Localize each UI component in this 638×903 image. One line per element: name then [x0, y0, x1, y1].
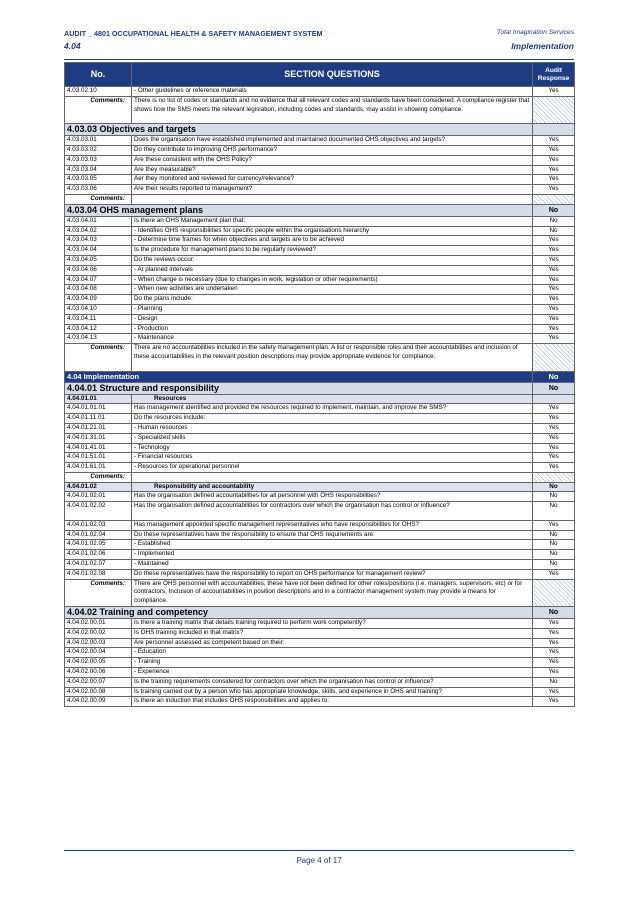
audit-table-body	[65, 87, 575, 707]
question-row	[65, 246, 575, 256]
audit-response: Yes	[533, 619, 575, 629]
question-row	[65, 569, 575, 579]
audit-response: Yes	[533, 443, 575, 453]
question-text: Responsibility and accountability	[132, 482, 533, 492]
question-text: - Human resources	[132, 423, 533, 433]
comments-row	[65, 472, 575, 482]
question-text: Aer they monitored and reviewed for currency/relevance?	[132, 175, 533, 185]
question-row	[65, 414, 575, 424]
section-heading-row	[65, 124, 575, 136]
audit-response: Yes	[533, 433, 575, 443]
question-text: - Implemented	[132, 550, 533, 560]
audit-response: Yes	[533, 175, 575, 185]
question-row	[65, 265, 575, 275]
question-text: - Design	[132, 314, 533, 324]
question-number: 4.04.02.00.03	[65, 638, 132, 648]
question-text: Is there an OHS Management plan that:	[132, 216, 533, 226]
section-heading-row	[65, 607, 575, 619]
block-heading-row	[65, 371, 575, 382]
audit-response	[533, 394, 575, 404]
question-row	[65, 648, 575, 658]
question-number: 4.04.01.02.04	[65, 530, 132, 540]
audit-response: No	[533, 550, 575, 560]
question-text: Do the resources include:	[132, 414, 533, 424]
section-response: No	[533, 382, 575, 394]
audit-response: No	[533, 482, 575, 492]
question-text: Do the plans include:	[132, 295, 533, 305]
audit-response: No	[533, 226, 575, 236]
question-row	[65, 668, 575, 678]
audit-response: No	[533, 530, 575, 540]
question-text: Are these consistent with the OHS Policy?	[132, 155, 533, 165]
question-text: - When change is necessary (due to changes in work, legislation or other requirements)	[132, 275, 533, 285]
question-text: - Education	[132, 648, 533, 658]
audit-response: Yes	[533, 687, 575, 697]
question-text: Has management identified and provided the resources required to implement, maintain, and improve the SMS?	[132, 404, 533, 414]
question-row	[65, 226, 575, 236]
question-row	[65, 304, 575, 314]
comments-text: There is no list of codes or standards and no evidence that all relevant codes and standards have been considered. A compliance register that shows how the SMS meets the relevant legislation, including codes and standards, may assist in showing compliance.	[132, 96, 533, 123]
question-number: 4.03.04.04	[65, 246, 132, 256]
audit-response: No	[533, 216, 575, 226]
question-text: Resources	[132, 394, 533, 404]
question-row	[65, 87, 575, 97]
audit-response: Yes	[533, 628, 575, 638]
section-heading-row	[65, 382, 575, 394]
audit-response: Yes	[533, 414, 575, 424]
question-text: Has the organisation defined accountabilities for contractors over which the organisation has control or influence?	[132, 502, 533, 521]
question-number: 4.03.04.13	[65, 334, 132, 344]
question-text: Has the organisation defined accountabilities for all personnel with OHS responsibilities?	[132, 492, 533, 502]
section-response: No	[533, 371, 575, 382]
audit-response: Yes	[533, 136, 575, 146]
section-response: No	[533, 204, 575, 216]
question-row	[65, 502, 575, 521]
question-number: 4.03.04.02	[65, 226, 132, 236]
question-number: 4.03.04.12	[65, 324, 132, 334]
question-number: 4.03.02.10	[65, 87, 132, 97]
question-row	[65, 155, 575, 165]
question-text: Are personnel assessed as competent based on their:	[132, 638, 533, 648]
question-text: Do they contribute to improving OHS performance?	[132, 145, 533, 155]
question-number: 4.04.02.00.09	[65, 697, 132, 707]
audit-table	[64, 62, 575, 707]
comments-row	[65, 344, 575, 371]
column-header-audit-response: Audit Response	[533, 63, 575, 87]
comments-label: Comments:	[65, 96, 132, 123]
question-number: 4.03.03.03	[65, 155, 132, 165]
audit-response: No	[533, 502, 575, 521]
question-number: 4.04.02.00.04	[65, 648, 132, 658]
question-text: - Other guidelines or reference materials	[132, 87, 533, 97]
question-number: 4.03.04.06	[65, 265, 132, 275]
question-text: - Production	[132, 324, 533, 334]
question-row	[65, 443, 575, 453]
response-hatched-cell	[533, 472, 575, 482]
block-heading: 4.04 Implementation	[65, 371, 533, 382]
section-heading: 4.03.04 OHS management plans	[65, 204, 533, 216]
question-number: 4.04.01.02	[65, 482, 132, 492]
question-number: 4.03.04.11	[65, 314, 132, 324]
question-row	[65, 275, 575, 285]
question-number: 4.03.03.02	[65, 145, 132, 155]
question-text: Is training carried out by a person who has appropriate knowledge, skills, and experience in OHS and training?	[132, 687, 533, 697]
audit-response: Yes	[533, 423, 575, 433]
question-text: - Specialized skills	[132, 433, 533, 443]
question-number: 4.03.04.05	[65, 255, 132, 265]
question-text: - When new activities are undertaken	[132, 285, 533, 295]
audit-response: Yes	[533, 314, 575, 324]
audit-response: Yes	[533, 324, 575, 334]
question-row	[65, 404, 575, 414]
question-row	[65, 463, 575, 473]
comments-text	[132, 194, 533, 204]
question-number: 4.04.01.11.01	[65, 414, 132, 424]
subsection-row	[65, 482, 575, 492]
question-row	[65, 334, 575, 344]
question-row	[65, 136, 575, 146]
question-row	[65, 520, 575, 530]
question-number: 4.03.04.03	[65, 236, 132, 246]
audit-response: Yes	[533, 295, 575, 305]
question-row	[65, 216, 575, 226]
question-number: 4.04.01.51.01	[65, 453, 132, 463]
comments-text	[132, 472, 533, 482]
audit-response: Yes	[533, 275, 575, 285]
question-number: 4.04.01.02.05	[65, 540, 132, 550]
question-number: 4.04.01.02.02	[65, 502, 132, 521]
question-row	[65, 530, 575, 540]
question-number: 4.04.01.02.06	[65, 550, 132, 560]
question-number: 4.03.03.04	[65, 165, 132, 175]
document-title: AUDIT _ 4801 OCCUPATIONAL HEALTH & SAFETY MANAGEMENT SYSTEM	[64, 29, 323, 38]
question-row	[65, 423, 575, 433]
question-row	[65, 560, 575, 570]
question-text: - Training	[132, 658, 533, 668]
question-text: - Financial resources	[132, 453, 533, 463]
question-number: 4.03.04.10	[65, 304, 132, 314]
response-hatched-cell	[533, 579, 575, 606]
question-row	[65, 550, 575, 560]
subsection-row	[65, 394, 575, 404]
section-heading: 4.04.02 Training and competency	[65, 607, 533, 619]
question-row	[65, 687, 575, 697]
question-number: 4.04.02.00.06	[65, 668, 132, 678]
audit-response: Yes	[533, 285, 575, 295]
audit-response: Yes	[533, 658, 575, 668]
audit-response: Yes	[533, 668, 575, 678]
question-text: Are they measurable?	[132, 165, 533, 175]
question-row	[65, 433, 575, 443]
question-row	[65, 236, 575, 246]
question-number: 4.03.03.01	[65, 136, 132, 146]
question-row	[65, 145, 575, 155]
column-header-no: No.	[65, 63, 132, 87]
comments-row	[65, 96, 575, 123]
comments-text: There are OHS personnel with accountabilities, these have not been defined for other roles/positions (i.e. managers, supervisors, etc) or for contractors. Inclusion of accountabilities in position descriptions and in a contractor management system may provide a means for compliance.	[132, 579, 533, 606]
question-text: Do the reviews occur:	[132, 255, 533, 265]
question-number: 4.04.01.41.01	[65, 443, 132, 453]
question-text: Do these representatives have the responsibility to ensure that OHS requirements are:	[132, 530, 533, 540]
audit-response: Yes	[533, 155, 575, 165]
question-number: 4.04.02.00.02	[65, 628, 132, 638]
audit-response: Yes	[533, 520, 575, 530]
section-heading: 4.04.01 Structure and responsibility	[65, 382, 533, 394]
question-number: 4.04.01.02.03	[65, 520, 132, 530]
question-text: Does the organisation have established implemented and maintained documented OHS objectives and targets?	[132, 136, 533, 146]
audit-response: Yes	[533, 236, 575, 246]
question-text: - Identifies OHS responsibilities for specific people within the organisations hierarchy	[132, 226, 533, 236]
question-text: Has management appointed specific management representatives who have responsibilities for OHS?	[132, 520, 533, 530]
audit-response: No	[533, 677, 575, 687]
question-row	[65, 285, 575, 295]
footer-divider	[64, 850, 574, 851]
question-number: 4.03.04.07	[65, 275, 132, 285]
question-text: - Technology	[132, 443, 533, 453]
question-number: 4.03.04.01	[65, 216, 132, 226]
question-text: Are their results reported to management?	[132, 185, 533, 195]
question-number: 4.04.01.02.01	[65, 492, 132, 502]
question-text: Is OHS training included in that matrix?	[132, 628, 533, 638]
question-row	[65, 540, 575, 550]
question-number: 4.04.02.00.07	[65, 677, 132, 687]
response-hatched-cell	[533, 194, 575, 204]
question-number: 4.04.01.61.01	[65, 463, 132, 473]
question-number: 4.03.04.09	[65, 295, 132, 305]
question-row	[65, 175, 575, 185]
comments-text: There are no accountabilities included in the safety management plan. A list or responsible roles and their accountabilities and inclusion of these accountabilities in the relevant position descriptions may provide appropriate evidence for compliance.	[132, 344, 533, 371]
comments-label: Comments:	[65, 579, 132, 606]
audit-response: Yes	[533, 304, 575, 314]
audit-response: Yes	[533, 165, 575, 175]
question-text: - Planning	[132, 304, 533, 314]
question-text: - Experience	[132, 668, 533, 678]
question-text: Do these representatives have the responsibility to report on OHS performance for management review?	[132, 569, 533, 579]
audit-response: Yes	[533, 334, 575, 344]
question-row	[65, 697, 575, 707]
company-name: Total Imagination Services	[496, 29, 574, 36]
question-row	[65, 295, 575, 305]
question-text: - Determine time frames for when objectives and targets are to be achieved	[132, 236, 533, 246]
column-header-section-questions: SECTION QUESTIONS	[132, 63, 533, 87]
question-text: - Maintenance	[132, 334, 533, 344]
audit-response: Yes	[533, 145, 575, 155]
question-text: Is there a training matrix that details training required to perform work competently?	[132, 619, 533, 629]
section-response: No	[533, 607, 575, 619]
question-number: 4.04.02.00.08	[65, 687, 132, 697]
comments-label: Comments:	[65, 344, 132, 371]
section-title: Implementation	[511, 41, 574, 51]
question-number: 4.04.01.21.01	[65, 423, 132, 433]
question-text: - At planned intervals	[132, 265, 533, 275]
question-row	[65, 185, 575, 195]
audit-response: No	[533, 540, 575, 550]
page-header	[64, 29, 574, 60]
comments-label: Comments:	[65, 194, 132, 204]
comments-label: Comments:	[65, 472, 132, 482]
question-text: Is there an induction that includes OHS responsibilities and applies to:	[132, 697, 533, 707]
audit-response: Yes	[533, 185, 575, 195]
audit-response: Yes	[533, 87, 575, 97]
audit-response: Yes	[533, 569, 575, 579]
question-number: 4.03.04.08	[65, 285, 132, 295]
question-text: Is the training requirements considered for contractors over which the organisation has control or influence?	[132, 677, 533, 687]
audit-response: Yes	[533, 697, 575, 707]
question-number: 4.03.03.06	[65, 185, 132, 195]
question-row	[65, 658, 575, 668]
audit-response: Yes	[533, 648, 575, 658]
question-row	[65, 638, 575, 648]
audit-response: Yes	[533, 638, 575, 648]
question-number: 4.04.02.00.01	[65, 619, 132, 629]
section-heading-row	[65, 204, 575, 216]
page-number: Page 4 of 17	[296, 856, 342, 865]
comments-row	[65, 194, 575, 204]
audit-response: Yes	[533, 246, 575, 256]
question-row	[65, 619, 575, 629]
question-text: - Established	[132, 540, 533, 550]
question-number: 4.04.02.00.05	[65, 658, 132, 668]
question-text: Is the procedure for management plans to be regularly reviewed?	[132, 246, 533, 256]
question-row	[65, 165, 575, 175]
response-hatched-cell	[533, 344, 575, 371]
question-number: 4.04.01.02.07	[65, 560, 132, 570]
section-number: 4.04	[64, 41, 81, 51]
audit-response: Yes	[533, 255, 575, 265]
audit-response: Yes	[533, 265, 575, 275]
question-row	[65, 628, 575, 638]
question-row	[65, 324, 575, 334]
question-number: 4.04.01.01.01	[65, 404, 132, 414]
section-heading: 4.03.03 Objectives and targets	[65, 124, 533, 136]
audit-response: Yes	[533, 404, 575, 414]
audit-response: No	[533, 560, 575, 570]
comments-row	[65, 579, 575, 606]
question-number: 4.04.01.31.01	[65, 433, 132, 443]
question-row	[65, 255, 575, 265]
question-row	[65, 453, 575, 463]
section-response	[533, 124, 575, 136]
audit-response: Yes	[533, 453, 575, 463]
question-text: - Resources for operational personnel	[132, 463, 533, 473]
question-row	[65, 314, 575, 324]
question-number: 4.04.01.02.08	[65, 569, 132, 579]
question-text: - Maintained	[132, 560, 533, 570]
question-number: 4.04.01.01	[65, 394, 132, 404]
audit-response: No	[533, 492, 575, 502]
question-row	[65, 677, 575, 687]
question-row	[65, 492, 575, 502]
question-number: 4.03.03.05	[65, 175, 132, 185]
audit-response: Yes	[533, 463, 575, 473]
response-hatched-cell	[533, 96, 575, 123]
